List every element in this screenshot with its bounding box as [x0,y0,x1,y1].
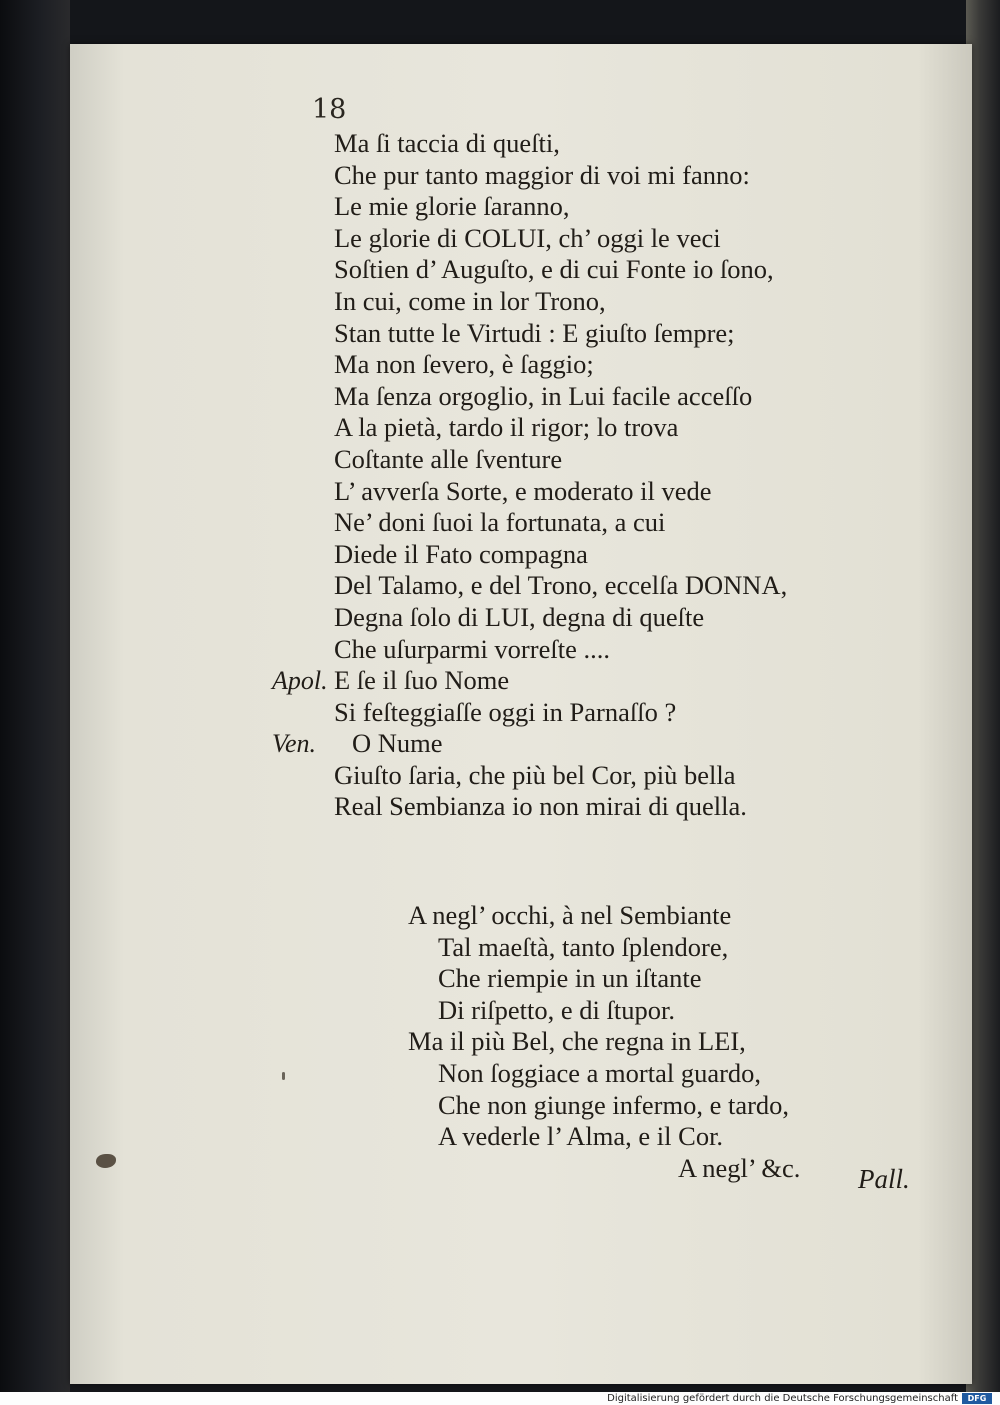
verse-line: Le glorie di COLUI, ch’ oggi le veci [334,222,721,253]
aria-line: Tal maeſtà, tanto ſplendore, [438,931,729,962]
speaker-name: Apol. [272,666,328,696]
catchword: Pall. [858,1164,910,1194]
verse-line: In cui, come in lor Trono, [334,285,606,316]
ink-mark [282,1072,285,1080]
aria-line: Che non giunge infermo, e tardo, [438,1089,790,1120]
aria-stanza [408,900,868,1184]
dialogue-line [334,791,934,823]
dialogue-line [272,728,934,760]
verse-line: Del Talamo, e del Trono, eccelſa DONNA, [334,570,788,601]
aria-line: Ma il più Bel, che regna in LEI, [408,1026,746,1057]
verse-line: Ne’ doni ſuoi la fortunata, a cui [334,507,666,538]
verse-line: Ma ſi taccia di queſti, [334,128,560,158]
verse-line: Coſtante alle ſventure [334,443,563,474]
dialogue-line [272,665,934,697]
verse-line: Ma ſenza orgoglio, in Lui facile acceſſo [334,380,753,411]
verse-line: L’ avverſa Sorte, e moderato il vede [334,475,712,506]
dialogue-line [334,760,934,792]
dialogue-text: O Nume [352,728,443,759]
aria-line: A vederle l’ Alma, e il Cor. [438,1121,724,1152]
verse-line: Le mie glorie ſaranno, [334,191,570,222]
verse-line: Che uſurparmi vorreſte .... [334,633,610,664]
ink-stain [96,1154,116,1168]
dialogue-text: Giuſto ſaria, che più bel Cor, più bella [334,759,736,790]
verse-line: Stan tutte le Virtudi : E giuſto ſempre; [334,317,735,348]
aria-line: Di riſpetto, e di ſtupor. [438,994,675,1025]
dialogue-line [334,697,934,729]
footer-bar [0,1392,1000,1405]
verse-text [272,128,934,823]
aria-reprise: A negl’ &c. [678,1152,801,1183]
dialogue-text: Si feſteggiaſſe oggi in Parnaſſo ? [334,696,677,727]
verse-line: A la pietà, tardo il rigor; lo trova [334,412,679,443]
page-number: 18 [312,94,347,125]
verse-line: Degna ſolo di LUI, degna di queſte [334,601,705,632]
verse-line: Soſtien d’ Auguſto, e di cui Fonte io ſono, [334,254,774,285]
dialogue-text: Real Sembianza io non mirai di quella. [334,791,747,822]
aria-line: Che riempie in un iſtante [438,963,702,994]
dialogue-text: E ſe il ſuo Nome [334,665,510,696]
speaker-name: Ven. [272,729,317,759]
aria-line: A negl’ occhi, à nel Sembiante [408,900,732,930]
aria-line: Non ſoggiace a mortal guardo, [438,1057,762,1088]
verse-line: Diede il Fato compagna [334,538,588,569]
dfg-logo-icon: DFG [962,1393,992,1404]
verse-line: Ma non ſevero, è ſaggio; [334,349,594,380]
verse-line: Che pur tanto maggior di voi mi fanno: [334,159,750,190]
book-page [70,44,972,1384]
footer-credit: Digitalisierung gefördert durch die Deutsche Forschungsgemeinschaft [607,1393,958,1404]
book-spine [0,0,70,1392]
